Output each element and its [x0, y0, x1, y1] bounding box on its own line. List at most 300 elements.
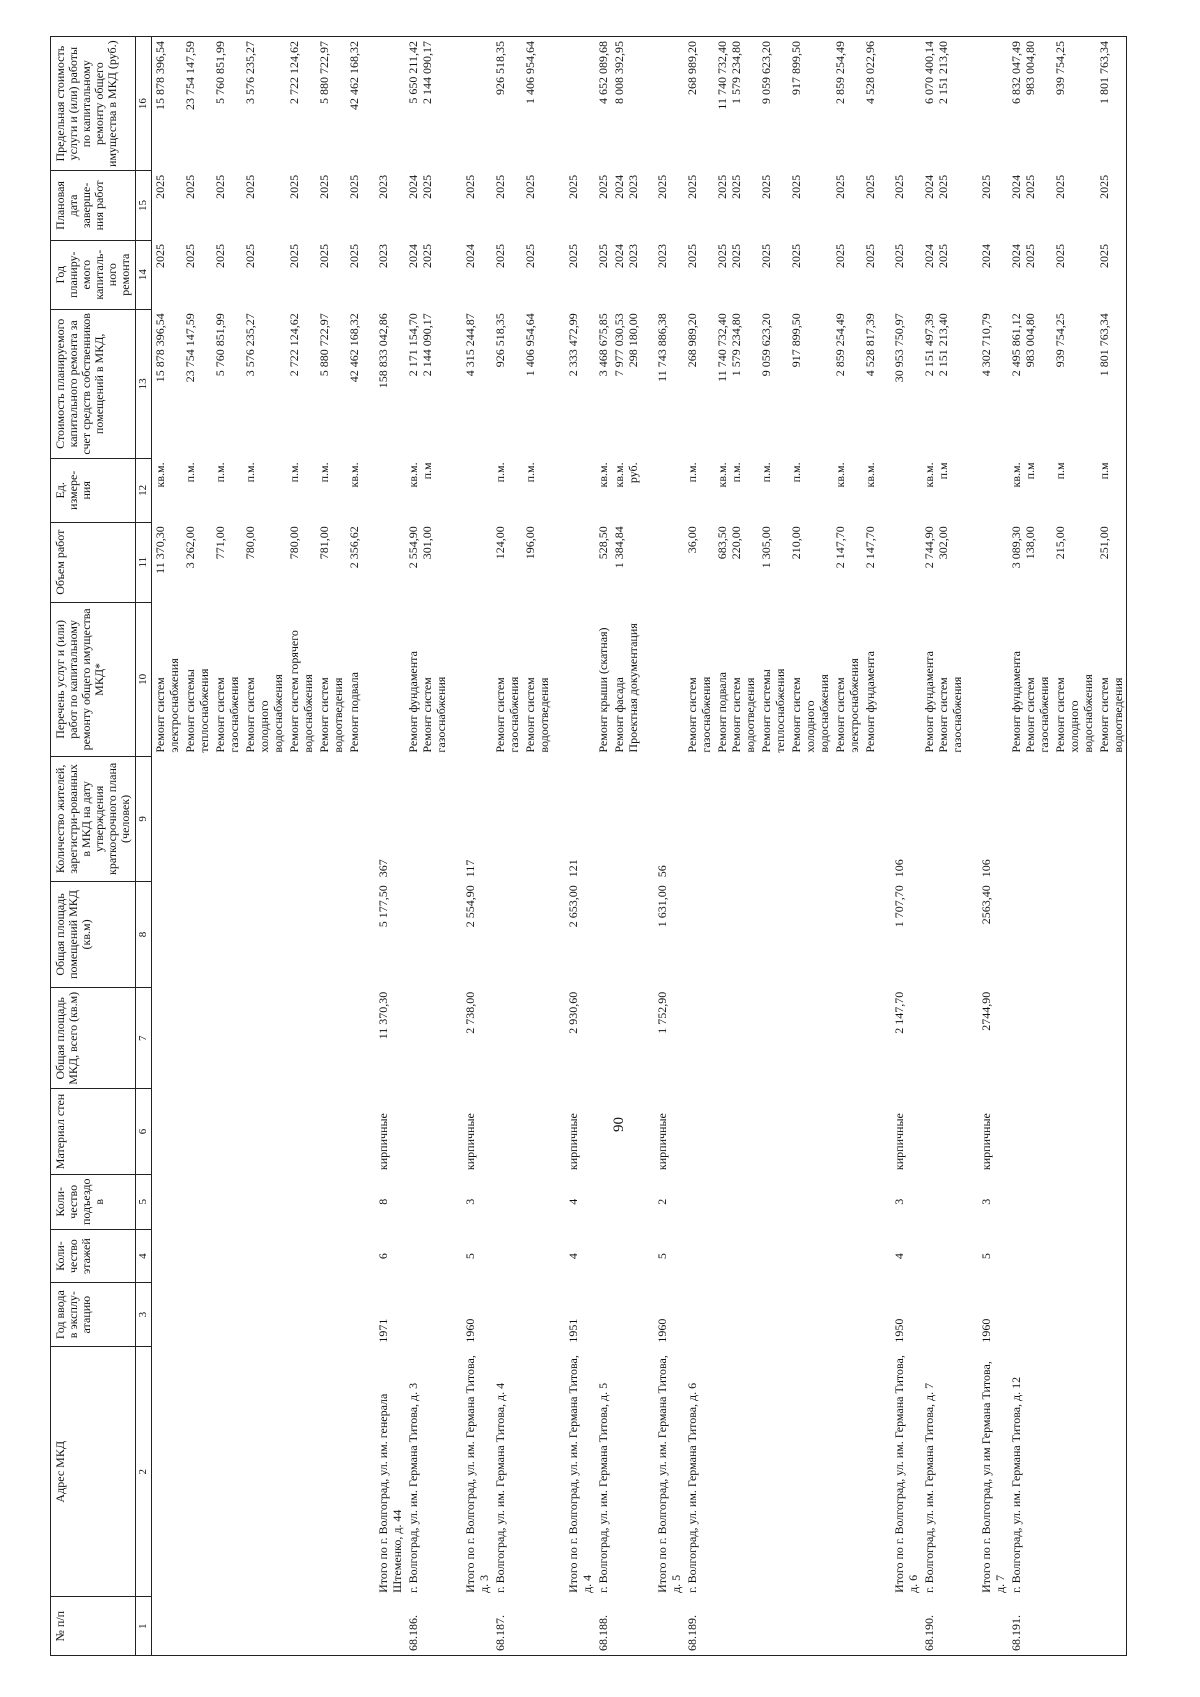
column-number-15: 15	[136, 171, 152, 240]
works-list-line: Ремонт подвала	[347, 672, 361, 753]
works-list-line: Ремонт систем	[153, 677, 167, 753]
cost-limit	[641, 37, 684, 171]
works-list-line: Ремонт систем	[1097, 677, 1111, 753]
work-volume-line: 215,00	[1053, 526, 1067, 560]
entrances	[611, 1174, 641, 1229]
wall-material	[286, 1089, 316, 1174]
works-list	[1008, 602, 1052, 756]
table-row	[758, 37, 788, 1656]
work-volume	[286, 522, 316, 602]
planned-cost	[362, 309, 405, 458]
floors	[522, 1229, 552, 1282]
planned-cost-line: 42 462 168,32	[347, 313, 361, 383]
planned-year	[552, 240, 595, 309]
planned-cost-line: 11 740 732,40	[715, 313, 729, 382]
planned-year-line: 2025	[729, 244, 743, 269]
planned-cost-line: 15 878 396,54	[153, 313, 167, 383]
works-list-line: газоснабжения	[699, 676, 713, 753]
work-volume	[1096, 522, 1127, 602]
end-date-line: 2025	[213, 174, 227, 199]
works-list-line: Ремонт фундамента	[863, 651, 877, 753]
works-list-line: Ремонт фасада	[612, 677, 626, 753]
cost-limit-line: 2 722 124,62	[287, 41, 301, 104]
area-rooms	[832, 881, 862, 988]
wall-material	[611, 1089, 641, 1174]
planned-cost-line: 4 302 710,79	[979, 313, 993, 377]
planned-year-line: 2025	[153, 244, 167, 269]
end-date	[552, 171, 595, 240]
planned-year-line: 2025	[685, 244, 699, 269]
unit	[878, 458, 921, 522]
end-date-line: 2025	[789, 174, 803, 199]
work-volume	[611, 522, 641, 602]
table-row	[832, 37, 862, 1656]
table-row	[242, 37, 286, 1656]
planned-year-line: 2025	[936, 244, 950, 269]
wall-material	[522, 1089, 552, 1174]
floors	[286, 1229, 316, 1282]
unit	[595, 458, 611, 522]
works-list-line: Ремонт систем	[243, 677, 257, 753]
works-list-line: водоснабжения	[1081, 674, 1095, 753]
area-total	[921, 988, 965, 1089]
floors: 6	[376, 1253, 390, 1260]
total-row	[362, 37, 405, 1656]
residents: 117	[463, 859, 477, 878]
end-date-line: 2025	[979, 174, 993, 199]
row-number	[152, 1597, 183, 1656]
entrances	[1008, 1174, 1052, 1229]
area-total: 2 930,60	[566, 991, 580, 1034]
cost-limit-line: 2 144 090,17	[420, 41, 434, 104]
end-date-line: 2024	[922, 174, 936, 199]
area-total	[316, 988, 346, 1089]
works-list-line: водоотведения	[1111, 677, 1125, 753]
works-list-line: Ремонт систем	[729, 677, 743, 753]
end-date	[182, 171, 212, 240]
unit	[788, 458, 832, 522]
unit-line: п.м.	[493, 462, 507, 483]
year-built	[1096, 1283, 1127, 1347]
row-number: 68.187.	[492, 1597, 522, 1656]
area-total: 11 370,30	[376, 991, 390, 1040]
header-col-11: Объем работ	[51, 522, 136, 602]
year-built	[758, 1283, 788, 1347]
end-date	[921, 171, 965, 240]
unit-line: п.м	[1023, 462, 1037, 480]
end-date-line: 2025	[183, 174, 197, 199]
residents	[684, 757, 714, 882]
works-list-line: Ремонт систем	[833, 677, 847, 753]
area-rooms	[522, 881, 552, 988]
cost-limit	[595, 37, 611, 171]
cost-limit-line: 4 652 089,68	[596, 41, 610, 104]
cost-limit	[316, 37, 346, 171]
row-number	[714, 1597, 758, 1656]
unit	[1008, 458, 1052, 522]
cost-limit-line: 1 801 763,34	[1097, 41, 1111, 104]
column-number-3: 3	[136, 1283, 152, 1347]
year-built	[611, 1283, 641, 1347]
work-volume-line: 3 262,00	[183, 526, 197, 569]
planned-year-line: 2025	[493, 244, 507, 269]
end-date	[346, 171, 362, 240]
planned-cost-line: 11 743 886,38	[655, 313, 669, 382]
entrances: 4	[566, 1198, 580, 1205]
table-row	[788, 37, 832, 1656]
residents	[714, 757, 758, 882]
planned-cost	[832, 309, 862, 458]
residents	[286, 757, 316, 882]
works-list	[788, 602, 832, 756]
entrances: 3	[979, 1198, 993, 1205]
cost-limit	[522, 37, 552, 171]
area-total	[346, 988, 362, 1089]
floors	[611, 1229, 641, 1282]
work-volume-line: 302,00	[936, 526, 950, 560]
planned-cost-line: 2 144 090,17	[420, 313, 434, 377]
unit-line: п.м.	[183, 462, 197, 483]
work-volume	[878, 522, 921, 602]
work-volume	[346, 522, 362, 602]
year-built	[1052, 1283, 1096, 1347]
planned-cost-line: 2 333 472,99	[566, 313, 580, 377]
planned-year-line: 2025	[759, 244, 773, 269]
floors	[595, 1229, 611, 1282]
work-volume	[449, 522, 492, 602]
unit-line: кв.м.	[833, 462, 847, 488]
cost-limit	[1096, 37, 1127, 171]
area-rooms	[595, 881, 611, 988]
planned-cost	[641, 309, 684, 458]
address	[242, 1347, 286, 1597]
table-row	[714, 37, 758, 1656]
area-total	[242, 988, 286, 1089]
end-date	[492, 171, 522, 240]
unit-line: кв.м.	[153, 462, 167, 488]
planned-year	[242, 240, 286, 309]
works-list-line: Ремонт крыши (скатная)	[596, 627, 610, 753]
works-list-line: Ремонт систем	[1053, 677, 1067, 753]
work-volume-line: 210,00	[789, 526, 803, 560]
end-date-line: 2025	[759, 174, 773, 199]
planned-cost	[212, 309, 242, 458]
cost-limit-line: 8 008 392,95	[612, 41, 626, 104]
unit	[286, 458, 316, 522]
planned-cost-line: 1 406 954,64	[523, 313, 537, 377]
planned-year	[1096, 240, 1127, 309]
works-list-line: Ремонт систем	[685, 677, 699, 753]
cost-limit	[212, 37, 242, 171]
table-row	[684, 37, 714, 1656]
column-number-7: 7	[136, 988, 152, 1089]
unit	[552, 458, 595, 522]
page-number: 90	[611, 1117, 627, 1132]
planned-year-line: 2025	[833, 244, 847, 269]
work-volume-line: 124,00	[493, 526, 507, 560]
planned-year	[362, 240, 405, 309]
works-list	[595, 602, 611, 756]
planned-cost-line: 4 315 244,87	[463, 313, 477, 377]
row-number	[552, 1597, 595, 1656]
planned-year-line: 2024	[406, 244, 420, 269]
end-date-line: 2025	[493, 174, 507, 199]
area-rooms	[862, 881, 878, 988]
end-date	[878, 171, 921, 240]
planned-cost-line: 268 989,20	[685, 313, 699, 368]
planned-year-line: 2025	[420, 244, 434, 269]
cost-limit	[758, 37, 788, 171]
planned-cost	[449, 309, 492, 458]
row-number: 68.188.	[595, 1597, 611, 1656]
planned-cost-line: 917 899,50	[789, 313, 803, 368]
planned-year-line: 2023	[376, 244, 390, 269]
cost-limit-line: 15 878 396,54	[153, 41, 167, 110]
works-list	[405, 602, 449, 756]
works-list	[758, 602, 788, 756]
wall-material	[182, 1089, 212, 1174]
planned-year-line: 2025	[1023, 244, 1037, 269]
wall-material	[492, 1089, 522, 1174]
planned-cost-line: 2 722 124,62	[287, 313, 301, 377]
area-rooms	[684, 881, 714, 988]
works-list	[1052, 602, 1096, 756]
row-number	[611, 1597, 641, 1656]
end-date-line: 2023	[376, 174, 390, 199]
floors	[832, 1229, 862, 1282]
unit	[449, 458, 492, 522]
cost-limit-line: 917 899,50	[789, 41, 803, 95]
planned-cost-line: 298 180,00	[626, 313, 640, 368]
planned-year	[758, 240, 788, 309]
planned-year-line: 2025	[789, 244, 803, 269]
floors	[788, 1229, 832, 1282]
end-date-line: 2025	[655, 174, 669, 199]
works-list	[449, 602, 492, 756]
area-total	[595, 988, 611, 1089]
end-date-line: 2025	[566, 174, 580, 199]
area-rooms	[1096, 881, 1127, 988]
unit-line: п.м.	[213, 462, 227, 483]
cost-limit	[286, 37, 316, 171]
works-list	[182, 602, 212, 756]
area-rooms	[152, 881, 183, 988]
entrances	[212, 1174, 242, 1229]
works-list	[346, 602, 362, 756]
works-list	[552, 602, 595, 756]
floors: 5	[463, 1253, 477, 1260]
entrances	[1052, 1174, 1096, 1229]
work-volume-line: 528,50	[596, 526, 610, 560]
cost-limit	[362, 37, 405, 171]
column-number-6: 6	[136, 1089, 152, 1174]
header-col-12: Ед. измере-ния	[51, 458, 136, 522]
works-list	[212, 602, 242, 756]
work-volume	[362, 522, 405, 602]
residents	[595, 757, 611, 882]
column-number-1: 1	[136, 1597, 152, 1656]
year-built: 1950	[892, 1318, 906, 1343]
unit	[522, 458, 552, 522]
works-list-line: газоснабжения	[507, 676, 521, 753]
works-list-line: газоснабжения	[1037, 676, 1051, 753]
wall-material: кирпичные	[376, 1113, 390, 1171]
work-volume-line: 138,00	[1023, 526, 1037, 560]
cost-limit-line: 6 832 047,49	[1009, 41, 1023, 104]
end-date-line: 2025	[729, 174, 743, 199]
header-col-1: № п/п	[51, 1597, 136, 1656]
work-volume	[832, 522, 862, 602]
year-built	[286, 1283, 316, 1347]
floors	[152, 1229, 183, 1282]
row-number: 68.190.	[921, 1597, 965, 1656]
floors: 5	[655, 1253, 669, 1260]
unit	[611, 458, 641, 522]
area-total	[684, 988, 714, 1089]
entrances	[1096, 1174, 1127, 1229]
area-total	[522, 988, 552, 1089]
planned-year	[862, 240, 878, 309]
area-rooms: 2 653,00	[566, 885, 580, 928]
entrances	[921, 1174, 965, 1229]
floors	[862, 1229, 878, 1282]
year-built	[182, 1283, 212, 1347]
planned-year-line: 2025	[715, 244, 729, 269]
unit	[316, 458, 346, 522]
planned-year	[316, 240, 346, 309]
planned-cost-line: 939 754,25	[1053, 313, 1067, 368]
address	[152, 1347, 183, 1597]
cost-limit-line: 268 989,20	[685, 41, 699, 95]
year-built	[346, 1283, 362, 1347]
unit	[182, 458, 212, 522]
work-volume-line: 196,00	[523, 526, 537, 560]
works-list-line: Ремонт фундамента	[922, 651, 936, 753]
area-rooms	[405, 881, 449, 988]
entrances: 3	[892, 1198, 906, 1205]
entrances	[788, 1174, 832, 1229]
works-list-line: электроснабжения	[167, 658, 181, 753]
address: Итого по г. Волгоград, ул. им. генерала Штеменко, д. 44	[376, 1393, 404, 1593]
end-date-line: 2025	[243, 174, 257, 199]
area-total	[152, 988, 183, 1089]
table-body	[152, 37, 1127, 1656]
planned-cost	[182, 309, 212, 458]
unit-line: п.м.	[685, 462, 699, 483]
area-rooms	[316, 881, 346, 988]
planned-year	[449, 240, 492, 309]
year-built	[684, 1283, 714, 1347]
end-date-line: 2025	[153, 174, 167, 199]
end-date	[595, 171, 611, 240]
unit	[965, 458, 1008, 522]
row-number	[758, 1597, 788, 1656]
residents: 121	[566, 859, 580, 878]
works-list-line: водоснабжения	[271, 674, 285, 753]
entrances: 8	[376, 1198, 390, 1205]
cost-limit-line: 939 754,25	[1053, 41, 1067, 95]
row-number	[346, 1597, 362, 1656]
residents	[832, 757, 862, 882]
header-col-9: Количество жителей, зарегистри-рованных в МКД на дату утверждения краткосрочного плана (человек)	[51, 757, 136, 882]
planned-year	[492, 240, 522, 309]
planned-cost-line: 2 151 497,39	[922, 313, 936, 377]
planned-year-line: 2025	[347, 244, 361, 269]
address	[1052, 1347, 1096, 1597]
row-number	[182, 1597, 212, 1656]
planned-year	[788, 240, 832, 309]
planned-year	[182, 240, 212, 309]
works-list-line: Ремонт систем	[936, 677, 950, 753]
planned-year	[921, 240, 965, 309]
unit	[152, 458, 183, 522]
table-row	[1096, 37, 1127, 1656]
year-built: 1951	[566, 1318, 580, 1343]
planned-cost	[405, 309, 449, 458]
end-date-line: 2024	[1009, 174, 1023, 199]
unit	[242, 458, 286, 522]
planned-cost	[316, 309, 346, 458]
area-total	[405, 988, 449, 1089]
work-volume	[522, 522, 552, 602]
address	[1096, 1347, 1127, 1597]
unit	[641, 458, 684, 522]
entrances	[152, 1174, 183, 1229]
residents	[242, 757, 286, 882]
planned-year	[212, 240, 242, 309]
cost-limit	[1052, 37, 1096, 171]
end-date	[449, 171, 492, 240]
wall-material	[714, 1089, 758, 1174]
cost-limit	[242, 37, 286, 171]
end-date	[1052, 171, 1096, 240]
cost-limit	[862, 37, 878, 171]
table-row	[522, 37, 552, 1656]
column-number-5: 5	[136, 1174, 152, 1229]
area-rooms: 2 554,90	[463, 885, 477, 928]
end-date	[522, 171, 552, 240]
planned-cost-line: 4 528 817,39	[863, 313, 877, 377]
works-list-line: холодного	[257, 700, 271, 753]
planned-year-line: 2023	[626, 244, 640, 269]
residents	[1096, 757, 1127, 882]
area-rooms: 1 707,70	[892, 885, 906, 928]
year-built	[152, 1283, 183, 1347]
cost-limit	[182, 37, 212, 171]
unit-line: п.м.	[759, 462, 773, 483]
address	[346, 1347, 362, 1597]
floors	[316, 1229, 346, 1282]
header-col-15: Плановая дата заверше-ния работ	[51, 171, 136, 240]
planned-year	[832, 240, 862, 309]
wall-material: кирпичные	[566, 1113, 580, 1171]
area-rooms	[286, 881, 316, 988]
address: г. Волгоград, ул. им. Германа Титова, д. 3	[406, 1382, 420, 1593]
address: г. Волгоград, ул. им. Германа Титова, д. 6	[685, 1382, 699, 1593]
works-list-line: водоотведения	[743, 677, 757, 753]
address: г. Волгоград, ул. им. Германа Титова, д. 4	[493, 1382, 507, 1593]
end-date	[152, 171, 183, 240]
unit	[714, 458, 758, 522]
cost-limit	[788, 37, 832, 171]
residents	[1052, 757, 1096, 882]
column-number-12: 12	[136, 458, 152, 522]
table-row	[286, 37, 316, 1656]
year-built: 1960	[655, 1318, 669, 1343]
cost-limit-line: 6 070 400,14	[922, 41, 936, 104]
column-number-14: 14	[136, 240, 152, 309]
planned-year	[346, 240, 362, 309]
